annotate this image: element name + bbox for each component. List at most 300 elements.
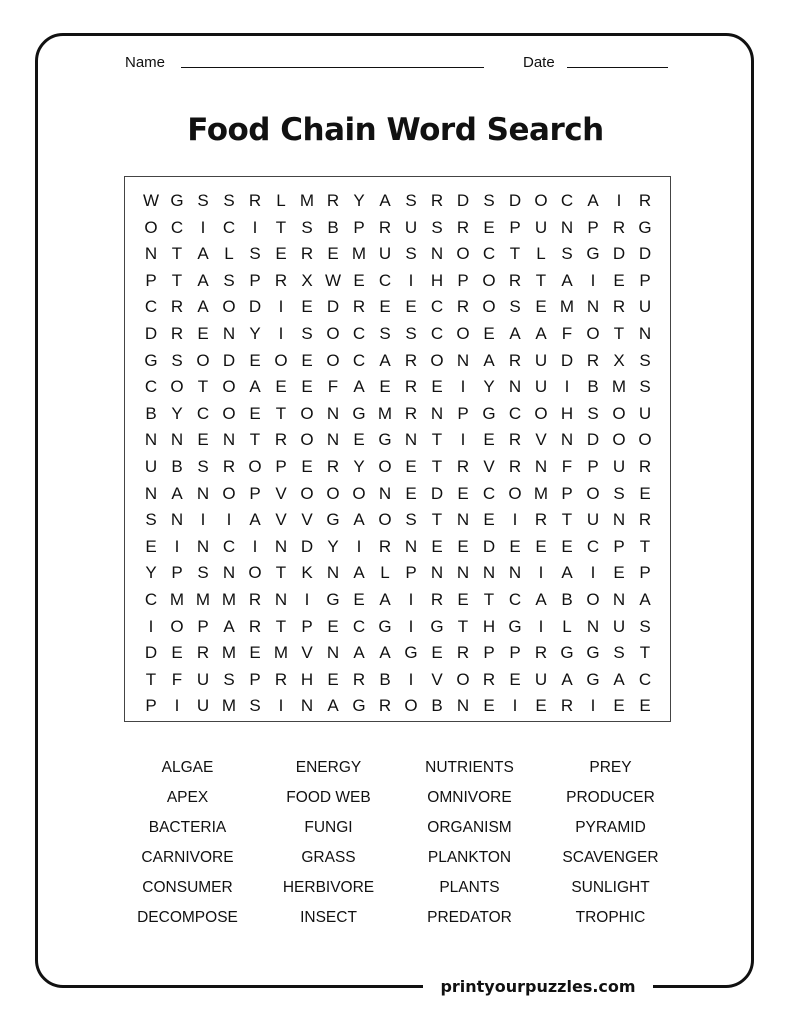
- grid-letter: N: [196, 536, 210, 556]
- grid-letter: N: [222, 563, 236, 583]
- grid-letter: C: [352, 350, 366, 370]
- grid-letter: E: [301, 297, 313, 317]
- grid-letter: R: [378, 696, 392, 716]
- grid-letter: H: [300, 669, 314, 689]
- grid-letter: T: [535, 270, 547, 290]
- grid-letter: E: [327, 616, 339, 636]
- grid-letter: T: [431, 430, 443, 450]
- word-list-item: TROPHIC: [575, 909, 646, 926]
- grid-letter: S: [639, 616, 651, 636]
- grid-letter: S: [223, 669, 235, 689]
- grid-letter: R: [404, 377, 418, 397]
- grid-letter: N: [560, 430, 574, 450]
- grid-letter: O: [378, 456, 392, 476]
- grid-letter: C: [196, 403, 210, 423]
- grid-letter: A: [197, 270, 209, 290]
- grid-letter: C: [508, 403, 522, 423]
- grid-letter: O: [378, 510, 392, 530]
- grid-letter: U: [638, 297, 652, 317]
- grid-letter: R: [456, 456, 470, 476]
- grid-letter: E: [483, 323, 495, 343]
- grid-letter: N: [430, 244, 444, 264]
- grid-letter: N: [404, 536, 418, 556]
- grid-letter: I: [512, 696, 518, 716]
- grid-letter: A: [223, 616, 235, 636]
- grid-letter: I: [460, 430, 466, 450]
- page-title: Food Chain Word Search: [187, 112, 604, 148]
- grid-letter: R: [508, 350, 522, 370]
- grid-letter: V: [483, 456, 495, 476]
- grid-letter: P: [275, 456, 287, 476]
- grid-letter: F: [327, 377, 339, 397]
- grid-letter: T: [197, 377, 209, 397]
- grid-letter: S: [197, 456, 209, 476]
- grid-letter: I: [408, 669, 414, 689]
- grid-letter: O: [144, 217, 158, 237]
- grid-letter: R: [170, 297, 184, 317]
- grid-letter: N: [222, 323, 236, 343]
- grid-letter: O: [222, 483, 236, 503]
- grid-letter: P: [145, 270, 157, 290]
- grid-letter: A: [639, 589, 651, 609]
- grid-letter: R: [404, 350, 418, 370]
- grid-letter: D: [638, 244, 652, 264]
- grid-letter: R: [612, 217, 626, 237]
- grid-letter: G: [144, 350, 158, 370]
- grid-letter: T: [639, 536, 651, 556]
- grid-letter: E: [561, 536, 573, 556]
- grid-letter: D: [144, 323, 158, 343]
- date-line: [567, 67, 668, 68]
- grid-letter: C: [560, 191, 574, 210]
- grid-letter: I: [148, 616, 154, 636]
- grid-letter: V: [301, 510, 313, 530]
- grid-letter: G: [352, 696, 366, 716]
- grid-letter: O: [612, 430, 626, 450]
- grid-letter: D: [326, 297, 340, 317]
- word-list-item: BACTERIA: [148, 819, 227, 836]
- grid-letter: E: [405, 297, 417, 317]
- grid-letter: N: [144, 244, 158, 264]
- grid-letter: P: [639, 563, 651, 583]
- grid-letter: T: [613, 323, 625, 343]
- grid-letter: E: [431, 377, 443, 397]
- grid-letter: E: [275, 244, 287, 264]
- grid-letter: P: [587, 217, 599, 237]
- grid-letter: G: [586, 643, 600, 663]
- grid-letter: C: [430, 297, 444, 317]
- grid-letter: M: [351, 244, 367, 264]
- grid-letter: M: [169, 589, 185, 609]
- grid-letter: L: [562, 616, 572, 636]
- grid-letter: C: [352, 616, 366, 636]
- grid-letter: O: [352, 483, 366, 503]
- grid-letter: S: [197, 191, 209, 210]
- grid-letter: E: [301, 456, 313, 476]
- grid-letter: E: [457, 536, 469, 556]
- grid-letter: E: [457, 483, 469, 503]
- grid-letter: S: [197, 563, 209, 583]
- word-list-item: APEX: [166, 789, 209, 806]
- grid-letter: I: [226, 510, 232, 530]
- grid-letter: R: [430, 191, 444, 210]
- grid-letter: I: [538, 563, 544, 583]
- grid-letter: R: [248, 616, 262, 636]
- grid-letter: C: [170, 217, 184, 237]
- grid-letter: R: [326, 456, 340, 476]
- grid-letter: X: [301, 270, 313, 290]
- grid-letter: E: [535, 536, 547, 556]
- grid-letter: I: [408, 616, 414, 636]
- grid-letter: O: [612, 403, 626, 423]
- grid-letter: O: [300, 430, 314, 450]
- grid-letter: Y: [327, 536, 339, 556]
- grid-letter: O: [326, 323, 340, 343]
- grid-letter: I: [408, 589, 414, 609]
- grid-letter: I: [590, 563, 596, 583]
- grid-letter: A: [197, 244, 209, 264]
- grid-letter: E: [171, 643, 183, 663]
- grid-letter: T: [275, 403, 287, 423]
- grid-letter: N: [638, 323, 652, 343]
- word-list-item: PLANKTON: [427, 849, 512, 866]
- grid-letter: R: [248, 191, 262, 210]
- grid-letter: U: [612, 456, 626, 476]
- grid-letter: F: [561, 323, 573, 343]
- grid-letter: D: [456, 191, 470, 210]
- grid-letter: U: [534, 350, 548, 370]
- grid-letter: C: [378, 270, 392, 290]
- grid-letter: R: [534, 510, 548, 530]
- grid-letter: F: [171, 669, 183, 689]
- grid-letter: Y: [353, 191, 365, 210]
- grid-letter: U: [144, 456, 158, 476]
- grid-letter: N: [196, 483, 210, 503]
- word-list-item: PYRAMID: [575, 819, 646, 836]
- word-list-item: CARNIVORE: [141, 849, 234, 866]
- grid-letter: E: [405, 483, 417, 503]
- grid-letter: U: [612, 616, 626, 636]
- grid-letter: C: [638, 669, 652, 689]
- grid-letter: R: [248, 589, 262, 609]
- grid-letter: R: [638, 191, 652, 210]
- grid-letter: S: [561, 244, 573, 264]
- grid-letter: Y: [249, 323, 261, 343]
- grid-letter: B: [171, 456, 183, 476]
- grid-letter: O: [586, 483, 600, 503]
- grid-letter: I: [200, 217, 206, 237]
- grid-letter: N: [612, 510, 626, 530]
- grid-letter: C: [352, 323, 366, 343]
- grid-letter: W: [142, 191, 160, 210]
- grid-letter: E: [509, 536, 521, 556]
- word-list-item: SCAVENGER: [562, 849, 659, 866]
- grid-letter: R: [352, 669, 366, 689]
- grid-letter: P: [405, 563, 417, 583]
- grid-letter: E: [535, 297, 547, 317]
- grid-letter: A: [353, 643, 365, 663]
- grid-letter: S: [639, 377, 651, 397]
- grid-letter: P: [249, 669, 261, 689]
- word-list-item: ORGANISM: [427, 819, 512, 836]
- grid-letter: E: [301, 377, 313, 397]
- grid-letter: C: [144, 297, 158, 317]
- grid-letter: U: [534, 377, 548, 397]
- grid-letter: G: [482, 403, 496, 423]
- name-label: Name: [125, 54, 166, 71]
- grid-letter: T: [509, 244, 521, 264]
- grid-letter: T: [457, 616, 469, 636]
- grid-letter: S: [405, 510, 417, 530]
- grid-letter: O: [456, 244, 470, 264]
- grid-letter: O: [482, 270, 496, 290]
- grid-letter: P: [587, 456, 599, 476]
- grid-letter: E: [197, 430, 209, 450]
- grid-letter: N: [144, 430, 158, 450]
- grid-letter: E: [379, 297, 391, 317]
- grid-letter: S: [301, 323, 313, 343]
- grid-letter: N: [612, 589, 626, 609]
- grid-letter: O: [534, 403, 548, 423]
- grid-letter: E: [249, 350, 261, 370]
- grid-letter: I: [252, 536, 258, 556]
- grid-letter: O: [248, 563, 262, 583]
- grid-letter: A: [509, 323, 521, 343]
- grid-letter: V: [275, 510, 287, 530]
- grid-letter: V: [275, 483, 287, 503]
- grid-letter: N: [586, 297, 600, 317]
- grid-letter: N: [300, 696, 314, 716]
- grid-letter: S: [171, 350, 183, 370]
- grid-letter: C: [430, 323, 444, 343]
- grid-letter: D: [560, 350, 574, 370]
- grid-letter: P: [639, 270, 651, 290]
- grid-letter: A: [353, 510, 365, 530]
- grid-letter: A: [197, 297, 209, 317]
- grid-letter: L: [380, 563, 390, 583]
- grid-letter: S: [405, 323, 417, 343]
- grid-letter: G: [326, 510, 340, 530]
- grid-letter: D: [248, 297, 262, 317]
- grid-letter: C: [586, 536, 600, 556]
- grid-letter: S: [483, 191, 495, 210]
- grid-letter: N: [508, 563, 522, 583]
- grid-letter: T: [483, 589, 495, 609]
- grid-letter: T: [275, 217, 287, 237]
- grid-letter: C: [482, 483, 496, 503]
- grid-letter: R: [482, 669, 496, 689]
- grid-letter: R: [508, 456, 522, 476]
- grid-letter: G: [404, 643, 418, 663]
- grid-letter: N: [456, 696, 470, 716]
- grid-letter: M: [221, 696, 237, 716]
- grid-letter: A: [561, 669, 573, 689]
- grid-letter: R: [560, 696, 574, 716]
- grid-letter: E: [483, 430, 495, 450]
- grid-letter: D: [222, 350, 236, 370]
- grid-letter: P: [249, 483, 261, 503]
- grid-letter: A: [587, 191, 599, 210]
- grid-letter: S: [587, 403, 599, 423]
- grid-letter: S: [405, 244, 417, 264]
- word-list-item: OMNIVORE: [427, 789, 512, 806]
- grid-letter: I: [278, 297, 284, 317]
- grid-letter: P: [457, 403, 469, 423]
- word-list-item: ALGAE: [161, 759, 214, 776]
- grid-letter: B: [145, 403, 157, 423]
- grid-letter: G: [586, 669, 600, 689]
- grid-letter: O: [274, 350, 288, 370]
- grid-letter: O: [586, 589, 600, 609]
- grid-letter: E: [405, 456, 417, 476]
- grid-letter: G: [560, 643, 574, 663]
- grid-letter: M: [273, 643, 289, 663]
- grid-letter: R: [638, 456, 652, 476]
- grid-letter: P: [353, 217, 365, 237]
- grid-letter: N: [144, 483, 158, 503]
- grid-letter: R: [170, 323, 184, 343]
- grid-letter: A: [379, 191, 391, 210]
- grid-letter: U: [586, 510, 600, 530]
- grid-letter: O: [196, 350, 210, 370]
- grid-letter: O: [222, 403, 236, 423]
- grid-letter: N: [326, 403, 340, 423]
- grid-letter: O: [534, 191, 548, 210]
- grid-letter: T: [171, 270, 183, 290]
- grid-letter: S: [613, 483, 625, 503]
- grid-letter: C: [144, 589, 158, 609]
- grid-letter: E: [639, 696, 651, 716]
- name-line: [181, 67, 484, 68]
- grid-letter: R: [196, 643, 210, 663]
- grid-letter: M: [611, 377, 627, 397]
- grid-letter: R: [534, 643, 548, 663]
- grid-letter: A: [327, 696, 339, 716]
- grid-letter: X: [613, 350, 625, 370]
- grid-letter: A: [613, 669, 625, 689]
- grid-letter: P: [561, 483, 573, 503]
- word-list-item: PREY: [589, 759, 632, 776]
- grid-letter: I: [278, 323, 284, 343]
- grid-letter: T: [639, 643, 651, 663]
- word-list-item: ENERGY: [295, 759, 362, 776]
- grid-letter: S: [301, 217, 313, 237]
- grid-letter: T: [275, 616, 287, 636]
- grid-letter: D: [586, 430, 600, 450]
- grid-letter: S: [405, 191, 417, 210]
- word-list-item: FOOD WEB: [286, 789, 371, 806]
- grid-letter: C: [144, 377, 158, 397]
- grid-letter: P: [171, 563, 183, 583]
- grid-letter: S: [509, 297, 521, 317]
- grid-letter: O: [300, 403, 314, 423]
- grid-letter: R: [508, 430, 522, 450]
- grid-letter: N: [326, 430, 340, 450]
- grid-letter: C: [508, 589, 522, 609]
- grid-letter: I: [616, 191, 622, 210]
- grid-letter: S: [613, 643, 625, 663]
- grid-letter: I: [304, 589, 310, 609]
- grid-letter: O: [482, 297, 496, 317]
- grid-letter: O: [404, 696, 418, 716]
- grid-letter: P: [613, 536, 625, 556]
- grid-letter: N: [430, 563, 444, 583]
- grid-letter: P: [457, 270, 469, 290]
- grid-letter: N: [534, 456, 548, 476]
- grid-letter: N: [430, 403, 444, 423]
- grid-letter: N: [274, 536, 288, 556]
- grid-letter: A: [379, 350, 391, 370]
- grid-letter: E: [353, 270, 365, 290]
- grid-letter: A: [561, 270, 573, 290]
- grid-letter: N: [586, 616, 600, 636]
- grid-letter: S: [223, 270, 235, 290]
- grid-letter: O: [456, 323, 470, 343]
- grid-letter: S: [145, 510, 157, 530]
- grid-letter: E: [483, 217, 495, 237]
- grid-letter: A: [483, 350, 495, 370]
- grid-letter: O: [300, 483, 314, 503]
- grid-letter: D: [144, 643, 158, 663]
- grid-letter: M: [195, 589, 211, 609]
- grid-letter: E: [613, 696, 625, 716]
- grid-letter: N: [482, 563, 496, 583]
- grid-letter: P: [301, 616, 313, 636]
- grid-letter: E: [301, 350, 313, 370]
- grid-letter: Y: [171, 403, 183, 423]
- grid-letter: O: [638, 430, 652, 450]
- grid-letter: E: [483, 510, 495, 530]
- grid-letter: E: [457, 589, 469, 609]
- grid-letter: H: [482, 616, 496, 636]
- grid-letter: W: [324, 270, 342, 290]
- word-list: [117, 753, 681, 933]
- grid-letter: U: [638, 403, 652, 423]
- word-list-item: PLANTS: [439, 879, 500, 896]
- grid-letter: Y: [145, 563, 157, 583]
- grid-letter: T: [171, 244, 183, 264]
- grid-letter: G: [508, 616, 522, 636]
- grid-letter: A: [353, 563, 365, 583]
- grid-letter: E: [613, 270, 625, 290]
- grid-letter: M: [533, 483, 549, 503]
- word-list-item: NUTRIENTS: [425, 759, 514, 776]
- word-list-item: CONSUMER: [142, 879, 233, 896]
- grid-letter: N: [326, 563, 340, 583]
- grid-letter: A: [379, 589, 391, 609]
- grid-letter: R: [456, 297, 470, 317]
- grid-letter: P: [509, 217, 521, 237]
- grid-letter: E: [249, 403, 261, 423]
- grid-letter: N: [456, 563, 470, 583]
- grid-letter: U: [534, 217, 548, 237]
- grid-letter: N: [560, 217, 574, 237]
- grid-letter: G: [352, 403, 366, 423]
- grid-letter: M: [377, 403, 393, 423]
- grid-letter: D: [300, 536, 314, 556]
- grid-letter: P: [483, 643, 495, 663]
- grid-letter: G: [586, 244, 600, 264]
- grid-letter: I: [252, 217, 258, 237]
- grid-letter: R: [456, 217, 470, 237]
- grid-letter: S: [431, 217, 443, 237]
- word-list-item: GRASS: [301, 849, 356, 866]
- word-list-item: FUNGI: [304, 819, 353, 836]
- grid-letter: R: [274, 430, 288, 450]
- grid-letter: R: [352, 297, 366, 317]
- grid-letter: V: [301, 643, 313, 663]
- grid-letter: A: [353, 377, 365, 397]
